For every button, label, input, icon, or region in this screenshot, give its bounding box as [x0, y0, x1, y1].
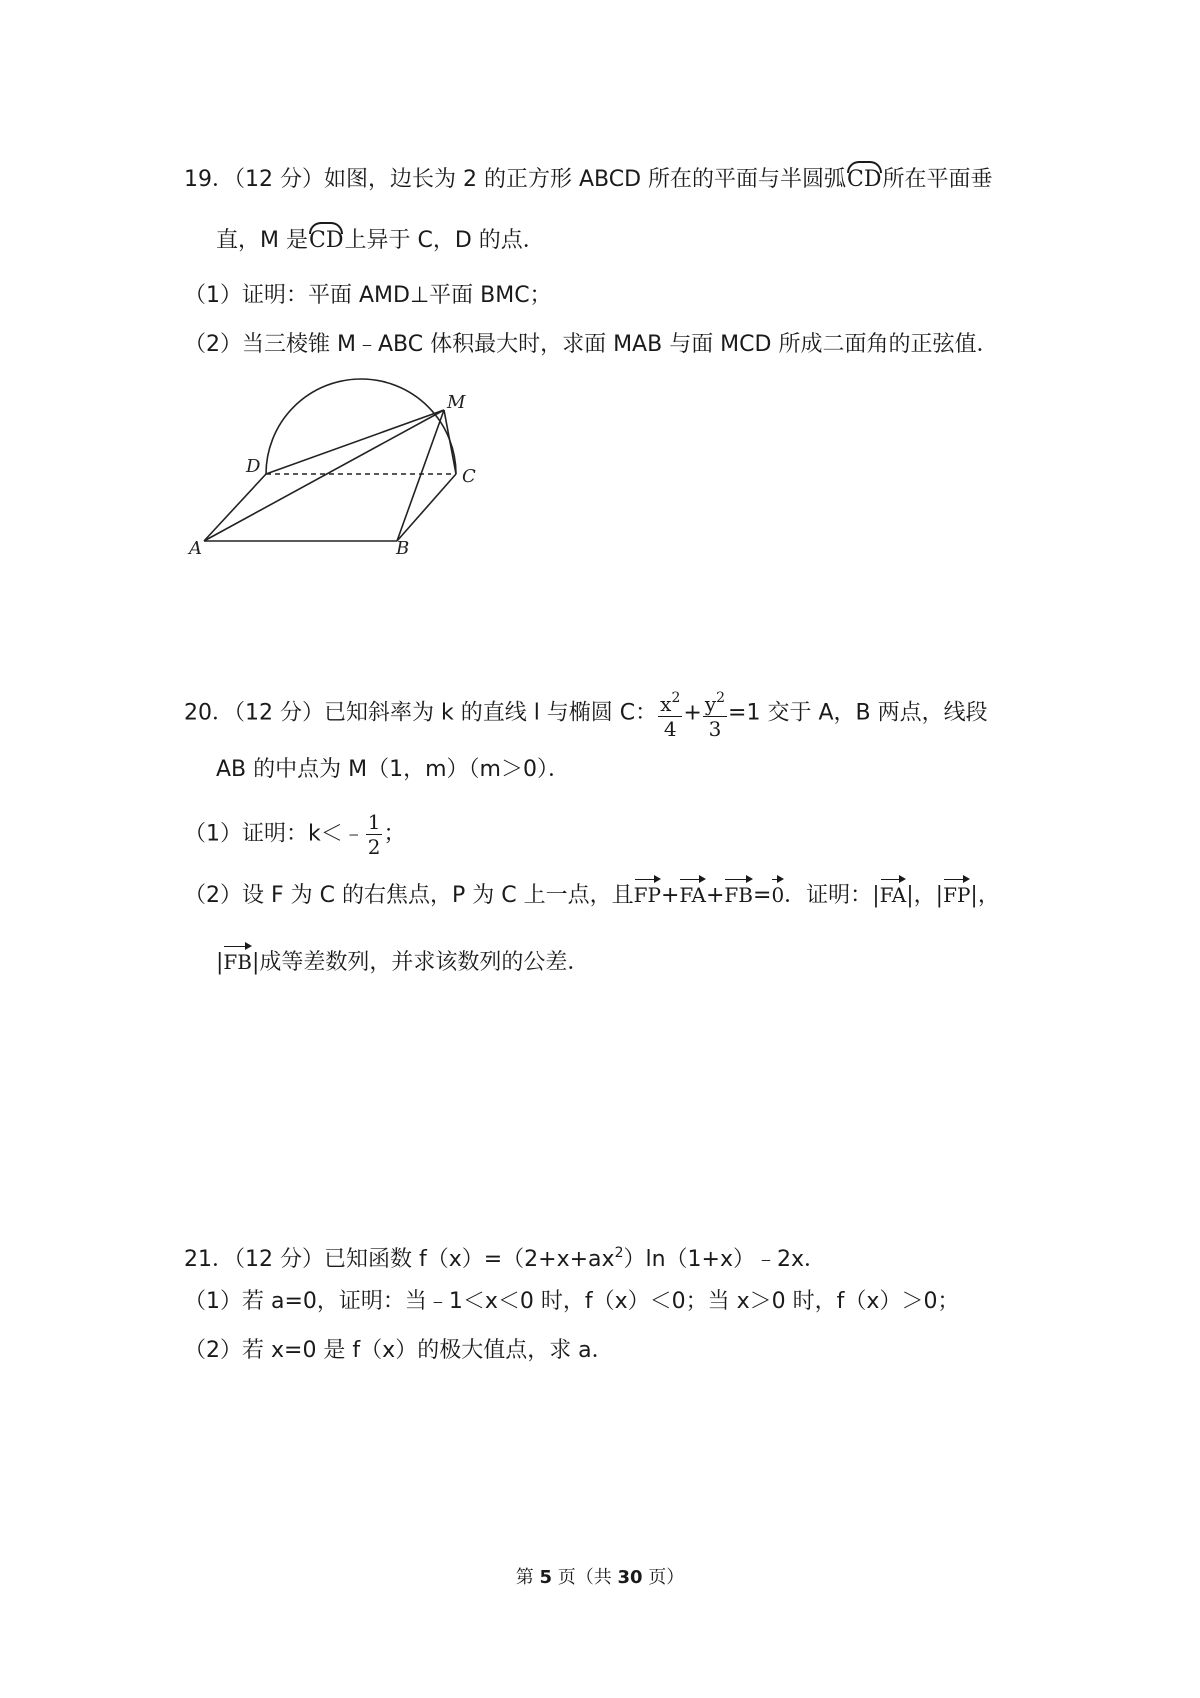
page-number: 5	[539, 1567, 552, 1588]
q19-part1: （1）证明：平面 AMD⊥平面 BMC；	[184, 283, 552, 308]
arc-cd: CD	[308, 226, 344, 256]
frac-sup: 2	[716, 690, 726, 706]
fraction-1-2	[366, 810, 383, 859]
q20-line1	[184, 686, 988, 741]
equals-one: =1	[728, 700, 761, 726]
comma: ，	[913, 883, 936, 908]
frac-num: y	[704, 692, 717, 716]
q21-line1	[184, 1238, 826, 1275]
q21-part2: （2）若 x=0 是 f（x）的极大值点，求 a．	[184, 1338, 614, 1363]
q20-text: 成等差数列，并求该数列的公差．	[259, 950, 590, 975]
label-b: B	[396, 538, 410, 558]
frac-den: 4	[663, 717, 677, 741]
q19-line1	[184, 165, 993, 195]
q20-part2-line2: |FB|成等差数列，并求该数列的公差．	[216, 945, 589, 978]
q20-text: 20．（12 分）已知斜率为 k 的直线 l 与椭圆 C：	[184, 700, 658, 726]
footer-text: 页）	[642, 1567, 685, 1588]
equals-sign: =	[753, 883, 772, 908]
vector-fp: FP	[943, 878, 970, 910]
q21-text: ）ln（1+x）﹣2x．	[623, 1247, 827, 1272]
q20-text: （1）证明：k＜﹣	[184, 821, 365, 847]
semicircle-arc	[266, 379, 456, 474]
vector-fa: FA	[679, 878, 706, 910]
comma: ，	[977, 883, 1000, 908]
superscript: 2	[614, 1245, 624, 1261]
vector-zero: 0	[771, 878, 784, 910]
q20-part2: （2）设 F 为 C 的右焦点，P 为 C 上一点，且FP+FA+FB=0．证明：|FA|，|FP|，	[184, 878, 1000, 911]
frac-den: 2	[367, 835, 381, 859]
footer-text: 页（共	[552, 1567, 618, 1588]
q20-part1	[184, 810, 406, 859]
q20-text: ；	[383, 821, 406, 847]
fraction-y2-3	[703, 686, 727, 741]
plus-sign: +	[683, 700, 702, 726]
fraction-x2-4	[658, 686, 682, 741]
edge-ma	[204, 410, 444, 541]
edge-ad	[204, 474, 266, 541]
total-pages: 30	[617, 1567, 643, 1588]
label-d: D	[246, 456, 261, 477]
q19-figure	[184, 368, 484, 558]
edge-md	[266, 410, 444, 474]
q20-line2: AB 的中点为 M（1，m）（m＞0）．	[216, 757, 570, 782]
label-a: A	[189, 538, 202, 558]
label-m: M	[447, 392, 466, 413]
q19-text: 所在平面垂	[882, 167, 993, 192]
q19-text: 直，M 是	[216, 228, 308, 253]
edge-mb	[397, 410, 444, 541]
arc-cd: CD	[846, 165, 882, 195]
q19-line2	[216, 226, 545, 256]
q19-text: 上异于 C，D 的点．	[344, 228, 545, 253]
edge-bc	[397, 474, 456, 541]
vector-fb: FB	[223, 945, 252, 977]
frac-num: 1	[367, 810, 381, 834]
q20-text: 交于 A，B 两点，线段	[760, 700, 988, 726]
q19-part2: （2）当三棱锥 M﹣ABC 体积最大时，求面 MAB 与面 MCD 所成二面角的正弦值．	[184, 332, 999, 357]
q21-text: 21．（12 分）已知函数 f（x）=（2+x+ax	[184, 1247, 615, 1272]
page-footer	[0, 1563, 1200, 1589]
vector-fb: FB	[724, 878, 753, 910]
edge-mc	[444, 410, 456, 474]
q20-text: ．证明：	[784, 883, 873, 908]
plus-sign: +	[660, 883, 680, 908]
frac-den: 3	[708, 717, 722, 741]
frac-num: x	[660, 692, 672, 716]
q21-part1: （1）若 a=0，证明：当﹣1＜x＜0 时，f（x）＜0；当 x＞0 时，f（x）＞0；	[184, 1289, 960, 1314]
plus-sign: +	[705, 883, 725, 908]
frac-sup: 2	[671, 690, 681, 706]
vector-fa: FA	[880, 878, 907, 910]
q20-text: （2）设 F 为 C 的右焦点，P 为 C 上一点，且	[184, 883, 634, 908]
label-c: C	[462, 466, 476, 487]
q19-text: 19．（12 分）如图，边长为 2 的正方形 ABCD 所在的平面与半圆弧	[184, 167, 847, 192]
vector-fp: FP	[634, 878, 661, 910]
footer-text: 第	[515, 1567, 540, 1588]
